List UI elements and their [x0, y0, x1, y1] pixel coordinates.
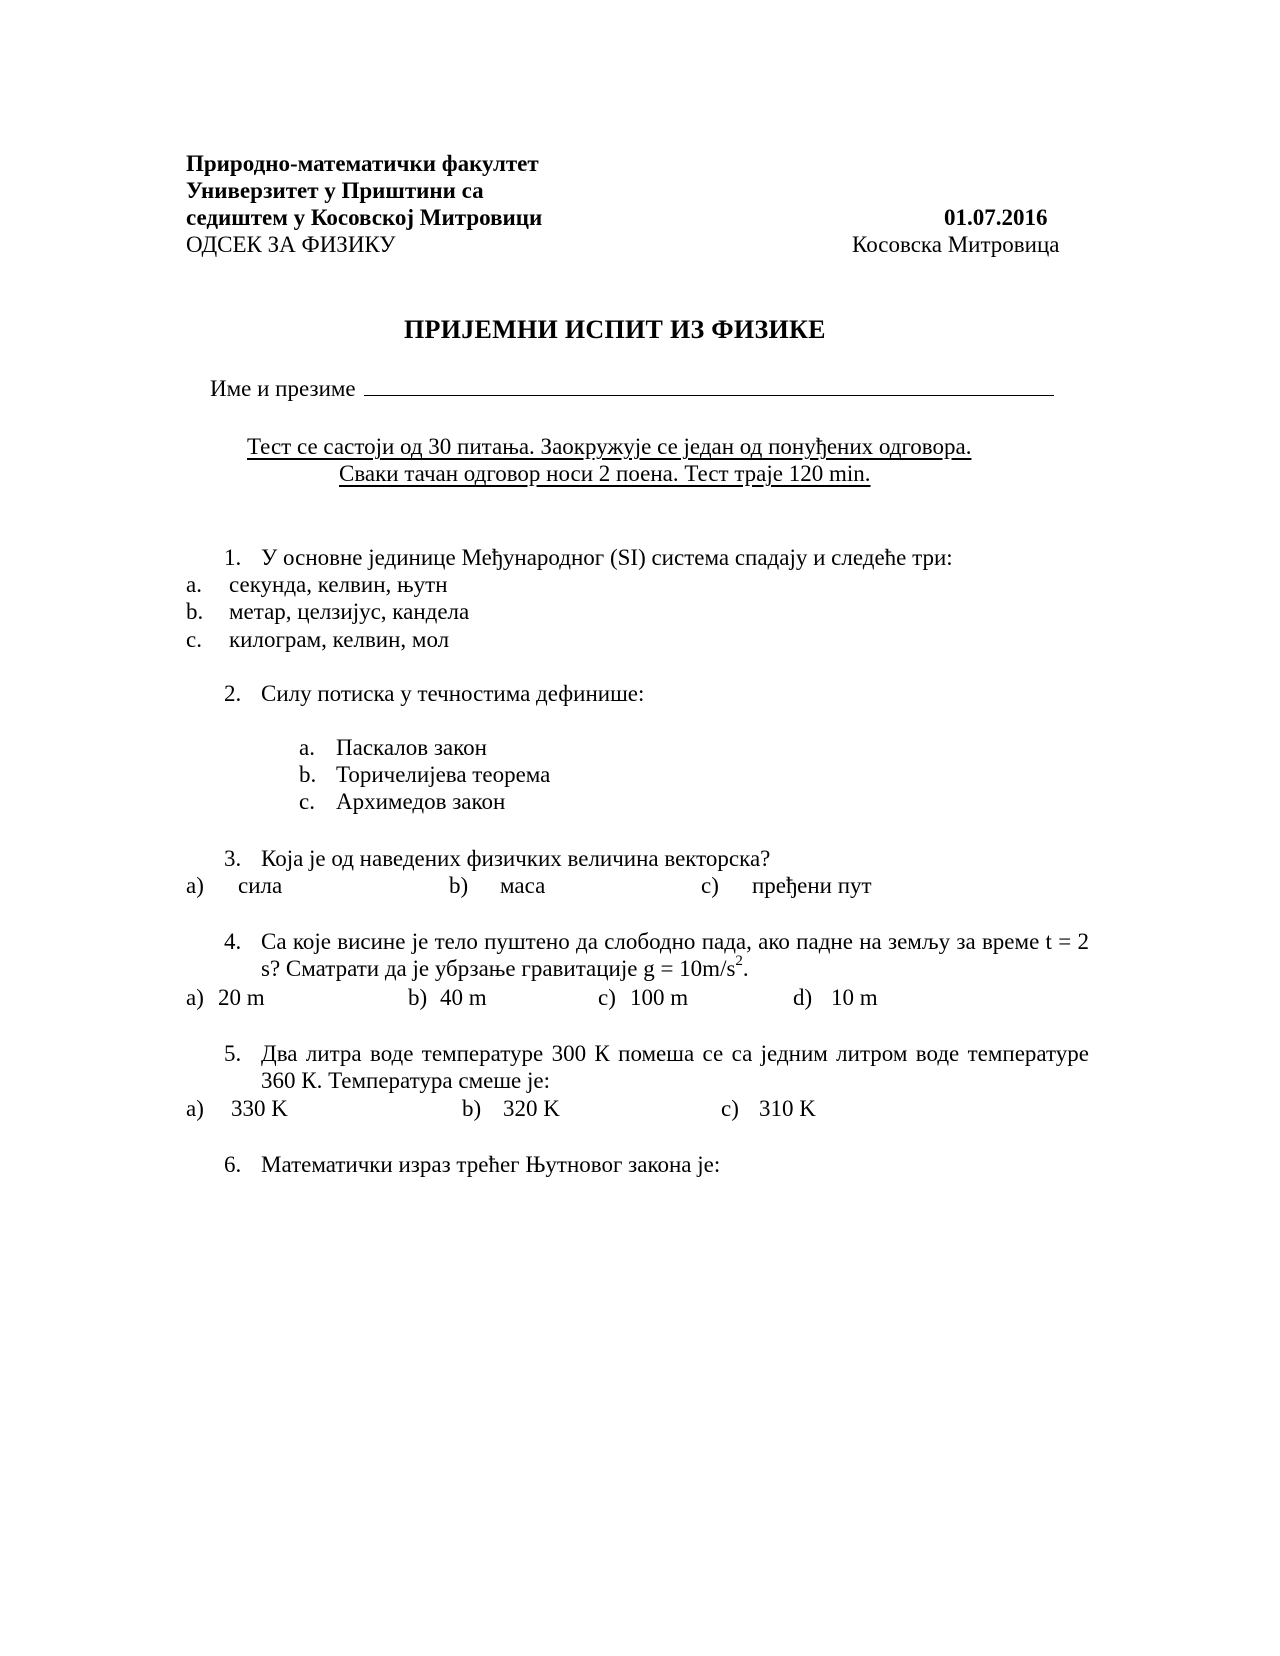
university-seat: седиштем у Косовској Митровици	[186, 205, 543, 230]
exam-title: ПРИЈЕМНИ ИСПИТ ИЗ ФИЗИКЕ	[404, 315, 826, 344]
q1-option-text: секунда, келвин, њутн	[229, 572, 448, 597]
faculty-name: Природно-математички факултет	[186, 151, 539, 176]
q3-option-label: a)	[186, 873, 204, 898]
name-field	[210, 375, 1054, 402]
q1-option-text: килограм, келвин, мол	[229, 627, 450, 652]
q4-option-text: 10 m	[831, 985, 878, 1010]
q4-option-text: 40 m	[440, 985, 487, 1010]
q2-option-label: b.	[299, 762, 317, 787]
exponent: 2	[735, 953, 743, 970]
question-2-text: Силу потиска у течностима дефинише:	[261, 681, 645, 706]
department-name: ОДСЕК ЗА ФИЗИКУ	[186, 232, 396, 257]
q2-option-label: a.	[299, 735, 315, 760]
question-5-text: Два литра воде температуре 300 К помеша се са једним литром воде температуре 360 К. Температура смеше је:	[261, 1041, 1089, 1093]
university-name: Универзитет у Приштини са	[186, 178, 484, 203]
city-name: Косовска Митровица	[852, 232, 1060, 257]
q3-option-label: b)	[449, 873, 469, 898]
q3-option-text: сила	[238, 873, 283, 898]
question-4-number: 4.	[224, 929, 242, 954]
q5-option-label: a)	[186, 1096, 204, 1121]
q5-option-text: 310 K	[759, 1096, 816, 1121]
question-6-number: 6.	[224, 1152, 242, 1177]
q5-option-label: b)	[462, 1096, 482, 1121]
q4-option-label: d)	[793, 985, 813, 1010]
question-5-number: 5.	[224, 1041, 242, 1066]
question-3-text: Која је од наведених физичких величина векторска?	[261, 846, 771, 871]
q2-option-text: Паскалов закон	[336, 735, 487, 760]
q1-option-text: метар, целзијус, кандела	[229, 599, 470, 624]
q5-option-text: 320 K	[503, 1096, 560, 1121]
name-label: Име и презиме	[210, 376, 356, 401]
question-4-text-main: Са које висине је тело пуштено да слободно пада, ако падне на земљу за време t = 2 s? Сматрати да је убрзање гравитације g = 10m/s	[261, 929, 1089, 981]
question-2-number: 2.	[224, 681, 242, 706]
name-blank-line	[364, 375, 1054, 396]
q5-option-text: 330 K	[231, 1096, 288, 1121]
q2-option-text: Архимедов закон	[336, 789, 506, 814]
question-6-text: Математички израз трећег Њутновог закона је:	[261, 1152, 721, 1177]
q3-option-label: c)	[701, 873, 719, 898]
q4-option-text: 100 m	[630, 985, 689, 1010]
q1-option-label: c.	[186, 627, 202, 652]
question-1-number: 1.	[224, 545, 242, 570]
instructions-line-1: Тест се састоји од 30 питања. Заокружује се један од понуђених одговора.	[247, 434, 972, 459]
question-4-text-end: .	[742, 956, 749, 981]
q4-option-text: 20 m	[218, 985, 265, 1010]
q4-option-label: c)	[598, 985, 616, 1010]
exam-date: 01.07.2016	[944, 205, 1048, 230]
question-1-text: У основне јединице Међународног (SI) система спадају и следеће три:	[261, 545, 953, 570]
instructions-line-2: Сваки тачан одговор носи 2 поена. Тест траје 120 min.	[339, 461, 871, 486]
question-3-number: 3.	[224, 846, 242, 871]
q5-option-label: c)	[721, 1096, 739, 1121]
q4-option-label: a)	[186, 985, 204, 1010]
q1-option-label: a.	[186, 572, 202, 597]
q3-option-text: пређени пут	[752, 873, 872, 898]
q3-option-text: маса	[500, 873, 546, 898]
question-4-text	[261, 928, 1089, 982]
q2-option-label: c.	[299, 789, 315, 814]
q1-option-label: b.	[186, 599, 204, 624]
q2-option-text: Торичелијева теорема	[336, 762, 551, 787]
q4-option-label: b)	[408, 985, 428, 1010]
